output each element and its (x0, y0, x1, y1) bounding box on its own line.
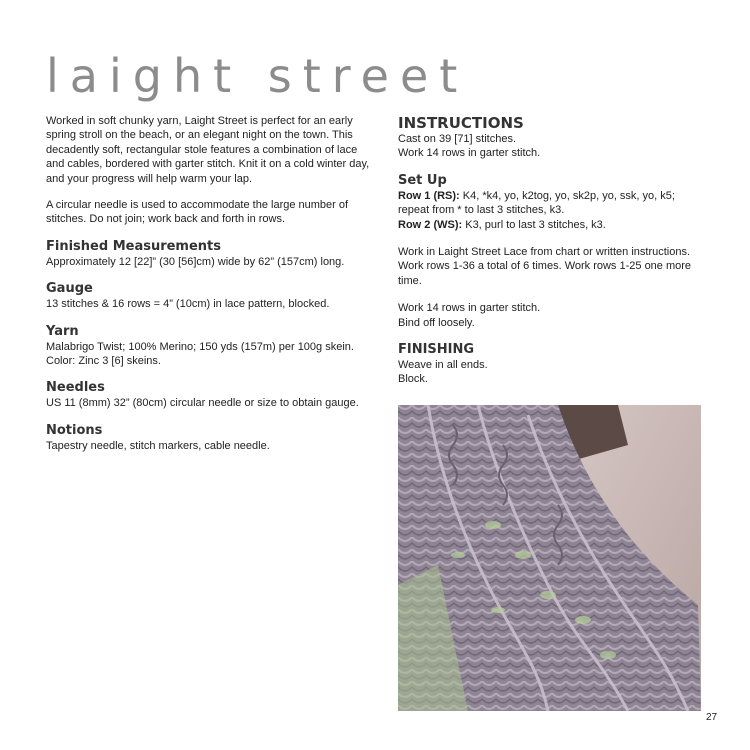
right-column (398, 114, 708, 387)
finished-measurements-text: Approximately 12 [22]” (30 [56]cm) wide by 62” (157cm) long. (46, 255, 345, 268)
notions-heading: Notions (46, 422, 103, 438)
page-title: laight street (46, 49, 469, 103)
instructions-heading: INSTRUCTIONS (398, 114, 524, 132)
intro-note: A circular needle is used to accommodate the large number of stitches. Do not join; work back and forth in rows. (46, 199, 349, 226)
finished-measurements-heading: Finished Measurements (46, 238, 222, 254)
gauge-heading: Gauge (46, 281, 93, 297)
row-2-label: Row 2 (WS): (398, 218, 463, 231)
notions-section (46, 423, 378, 453)
garter-line: Work 14 rows in garter stitch. (398, 302, 541, 315)
left-column (46, 114, 378, 453)
instructions-line: Work 14 rows in garter stitch. (398, 147, 541, 160)
lace-knit-image (398, 405, 701, 711)
setup-heading: Set Up (398, 172, 447, 188)
notions-text: Tapestry needle, stitch markers, cable needle. (46, 439, 270, 452)
page-number: 27 (706, 712, 718, 723)
instructions-line: Cast on 39 [71] stitches. (398, 133, 517, 145)
row-1-text: K4, *k4, yo, k2tog, yo, sk2p, yo, ssk, yo, k5; repeat from * to last 3 stitches, k3. (398, 189, 675, 217)
yarn-heading: Yarn (46, 323, 79, 339)
intro-paragraph: Worked in soft chunky yarn, Laight Street is perfect for an early spring stroll on the beach, or an elegant night on the town. This decadently soft, rectangular stole features a combination of lace and cables, bordered with garter stitch. Knit it on a cold winter day, and your progress will help warm your lap. (46, 115, 370, 185)
stole-photo (398, 405, 701, 711)
needles-text: US 11 (8mm) 32” (80cm) circular needle or size to obtain gauge. (46, 397, 359, 410)
finished-measurements-section (46, 239, 378, 269)
gauge-section (46, 281, 378, 311)
lace-instructions: Work in Laight Street Lace from chart or written instructions. Work rows 1-36 a total of 6 times. Work rows 1-25 one more time. (398, 246, 692, 287)
bind-off-line: Bind off loosely. (398, 316, 475, 329)
setup-row-2 (398, 218, 708, 232)
finishing-line: Block. (398, 373, 428, 386)
setup-section (398, 173, 708, 330)
yarn-section (46, 324, 378, 369)
yarn-text: Malabrigo Twist; 100% Merino; 150 yds (157m) per 100g skein. Color: Zinc 3 [6] skeins. (46, 340, 354, 368)
instructions-section (398, 114, 708, 161)
finishing-line: Weave in all ends. (398, 359, 488, 372)
finishing-heading: FINISHING (398, 342, 475, 358)
row-2-text: K3, purl to last 3 stitches, k3. (462, 218, 606, 231)
needles-heading: Needles (46, 380, 105, 396)
setup-row-1 (398, 189, 708, 218)
gauge-text: 13 stitches & 16 rows = 4” (10cm) in lace pattern, blocked. (46, 298, 330, 311)
needles-section (46, 380, 378, 410)
finishing-section (398, 342, 708, 387)
row-1-label: Row 1 (RS): (398, 189, 460, 202)
